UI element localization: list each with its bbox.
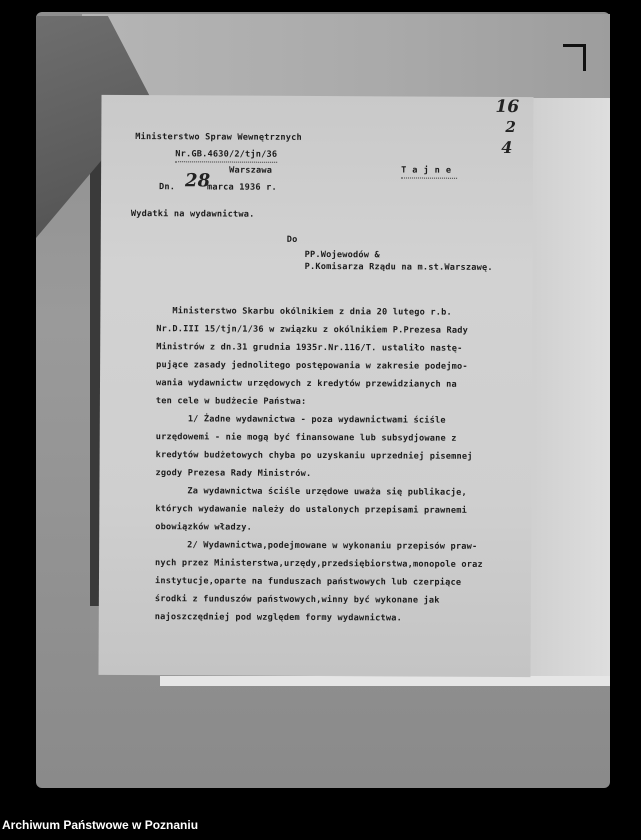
body-line-14: 2/ Wydawnictwa,podejmowane w wykonaniu przepisów praw- (187, 540, 478, 552)
body-line-7: 1/ Żadne wydawnictwa - poza wydawnictwami ściśle (187, 414, 446, 426)
ministry-name: Ministerstwo Spraw Wewnętrznych (135, 132, 302, 143)
handwritten-mark-1: 16 (495, 96, 520, 118)
body-line-12: których wydawanie należy do ustalonych przepisami prawnemi (155, 504, 468, 516)
body-line-8: urzędowemi - nie mogą być finansowane lub subsydjowane z (155, 432, 457, 444)
classification: Tajne (401, 164, 457, 178)
body-line-6: ten cele w budżecie Państwa: (155, 396, 307, 407)
body-line-10: zgody Prezesa Rady Ministrów. (155, 468, 312, 479)
body-line-17: środki z funduszów państwowych,winny być wykonane jak (154, 594, 440, 606)
background-sheet-top (82, 14, 610, 98)
body-line-18: najoszczędniej pod względem formy wydawnictwa. (154, 612, 403, 624)
body-line-4: pujące zasady jednolitego postępowania w zakresie podejmo- (156, 360, 468, 372)
date-day-handwritten: 28 (185, 170, 211, 192)
date-rest: marca 1936 r. (207, 182, 277, 193)
date-prefix: Dn. (159, 182, 176, 193)
subject-line: Wydatki na wydawnictwa. (130, 209, 255, 220)
body-line-11: Za wydawnictwa ściśle urzędowe uważa się publikacje, (187, 486, 467, 498)
body-line-13: obowiązków władzy. (155, 522, 253, 533)
handwritten-mark-3: 4 (501, 137, 513, 158)
handwritten-mark-2: 2 (505, 117, 516, 137)
body-line-2: Nr.D.III 15/tjn/1/36 w związku z okólnikiem P.Prezesa Rady (156, 324, 469, 336)
archive-label: Archiwum Państwowe w Poznaniu (2, 818, 199, 832)
background-sheet-right (528, 98, 610, 678)
address-line-1: PP.Wojewodów & (304, 249, 380, 261)
address-line-2: P.Komisarza Rządu na m.st.Warszawę. (304, 261, 493, 273)
body-line-16: instytucje,oparte na funduszach państwowych lub czerpiące (154, 576, 462, 588)
body-line-1: Ministerstwo Skarbu okólnikiem z dnia 20 lutego r.b. (172, 306, 452, 318)
body-line-9: kredytów budżetowych chyba po uzyskaniu uprzedniej pisemnej (155, 450, 473, 462)
address-to: Do (286, 234, 298, 245)
body-line-5: wania wydawnictw urzędowych z kredytów przewidzianych na (155, 378, 457, 390)
city: Warszawa (229, 165, 273, 176)
body-line-3: Ministrów z dn.31 grudnia 1935r.Nr.116/T. ustaliło nastę- (156, 342, 463, 354)
document-page (98, 95, 533, 677)
body-line-15: nych przez Ministerstwa,urzędy,przedsiębiorstwa,monopole oraz (155, 558, 483, 570)
corner-crop-mark-icon (563, 44, 586, 71)
reference-number: Nr.GB.4630/2/tjn/36 (175, 148, 277, 163)
background-sheet-bottom (160, 676, 610, 686)
